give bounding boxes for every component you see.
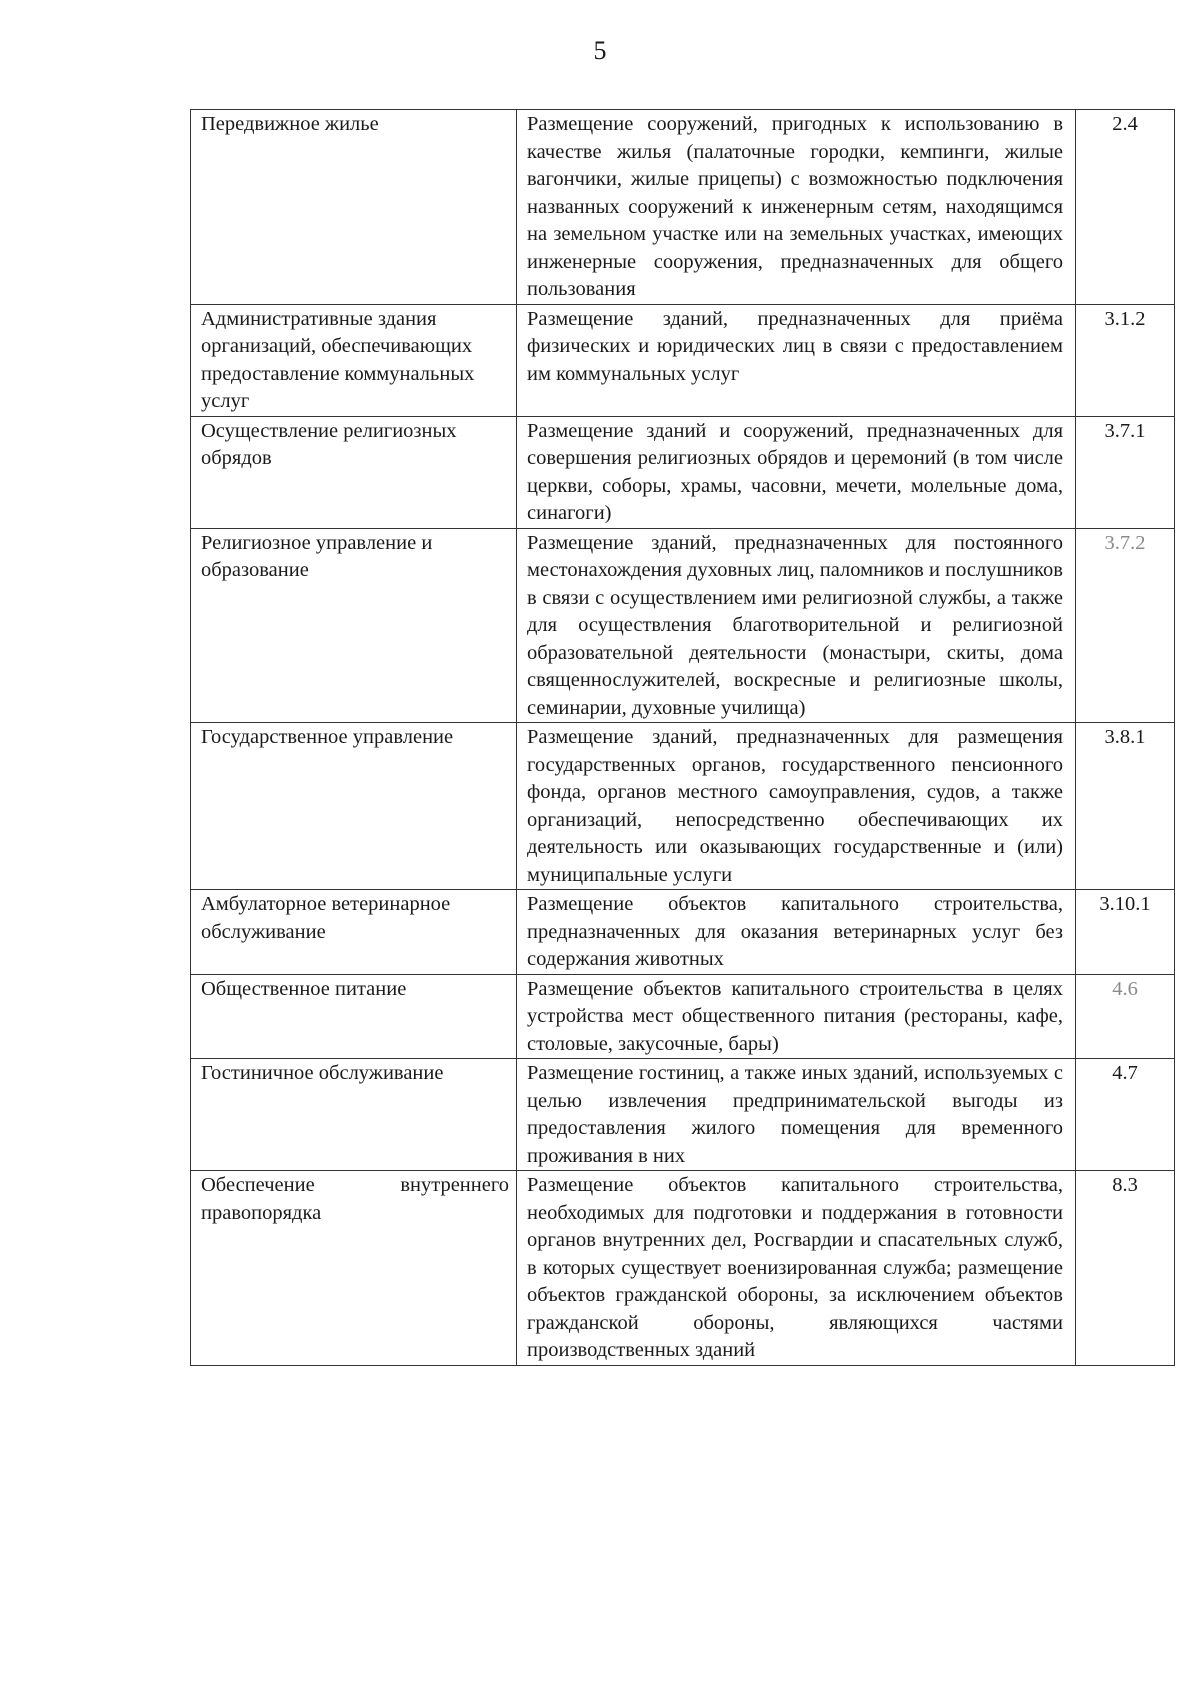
use-description: Размещение зданий, предназначенных для постоянного местонахождения духовных лиц, паломников и послушников в связи с осуществлением ими религиозной службы, а также для осуществления благотворительной и религиозной образовательной деятельности (монастыри, скиты, дома священнослужителей, воскресные и религиозные школы, семинарии, духовные училища): [527, 531, 1063, 719]
use-description: Размещение объектов капитального строительства, необходимых для подготовки и поддержания в готовности органов внутренних дел, Росгвардии и спасательных служб, в которых существует военизированная служба; размещение объектов гражданской обороны, за исключением объектов гражданской обороны, являющихся частями производственных зданий: [527, 1174, 1063, 1361]
use-code-cell: [1076, 528, 1175, 723]
use-name: Религиозное управление и образование: [201, 531, 433, 581]
use-description-cell: [517, 1059, 1076, 1171]
table-row: [191, 1059, 1175, 1171]
use-code: 3.7.1: [1104, 419, 1146, 442]
use-description-cell: [517, 110, 1076, 305]
use-description: Размещение сооружений, пригодных к использованию в качестве жилья (палаточные городки, кемпинги, жилые вагончики, жилые прицепы) с возможностью подключения названных сооружений к инженерным сетям, находящимся на земельном участке или на земельных участках, имеющих инженерные сооружения, предназначенных для общего пользования: [527, 113, 1063, 300]
use-code: 2.4: [1112, 113, 1138, 135]
table-row: [191, 723, 1175, 890]
use-code: 4.6: [1112, 977, 1138, 1000]
use-code: 3.1.2: [1104, 307, 1146, 330]
use-description: Размещение объектов капитального строительства, предназначенных для оказания ветеринарных услуг без содержания животных: [527, 893, 1063, 970]
land-use-table: [190, 109, 1175, 1366]
use-code-cell: [1076, 974, 1175, 1059]
table-row: [191, 110, 1175, 305]
use-code-cell: [1076, 890, 1175, 975]
use-code: 8.3: [1112, 1174, 1138, 1196]
use-name: Общественное питание: [201, 977, 407, 1000]
use-description-cell: [517, 416, 1076, 528]
use-code-cell: [1076, 304, 1175, 416]
table-row: [191, 890, 1175, 975]
use-code-cell: [1076, 723, 1175, 890]
use-code: 3.8.1: [1104, 726, 1146, 748]
table-row: [191, 974, 1175, 1059]
use-description-cell: [517, 304, 1076, 416]
use-name-cell: [191, 1171, 517, 1366]
use-description: Размещение объектов капитального строительства в целях устройства мест общественного питания (рестораны, кафе, столовые, закусочные, бары): [527, 977, 1063, 1055]
use-name-cell: [191, 416, 517, 528]
use-code: 3.7.2: [1104, 531, 1146, 554]
use-description: Размещение зданий и сооружений, предназначенных для совершения религиозных обрядов и церемоний (в том числе церкви, соборы, храмы, часовни, мечети, молельные дома, синагоги): [527, 419, 1063, 524]
use-code-cell: [1076, 110, 1175, 305]
use-name: Обеспечение внутреннего правопорядка: [201, 1174, 509, 1224]
use-code: 4.7: [1112, 1062, 1138, 1084]
use-description-cell: [517, 528, 1076, 723]
use-name: Государственное управление: [201, 726, 454, 748]
use-name-cell: [191, 890, 517, 975]
page-number: 5: [593, 36, 607, 65]
use-description-cell: [517, 974, 1076, 1059]
table-row: [191, 416, 1175, 528]
use-description-cell: [517, 890, 1076, 975]
table-row: [191, 528, 1175, 723]
use-description-cell: [517, 1171, 1076, 1366]
use-name: Гостиничное обслуживание: [201, 1062, 444, 1084]
use-name-cell: [191, 974, 517, 1059]
use-name-cell: [191, 1059, 517, 1171]
use-description: Размещение зданий, предназначенных для размещения государственных органов, государственного пенсионного фонда, органов местного самоуправления, судов, а также организаций, непосредственно обеспечивающих их деятельность или оказывающих государственные и (или) муниципальные услуги: [527, 726, 1063, 886]
table-row: [191, 304, 1175, 416]
use-code: 3.10.1: [1099, 893, 1151, 915]
use-code-cell: [1076, 416, 1175, 528]
use-description-cell: [517, 723, 1076, 890]
use-name-cell: [191, 304, 517, 416]
use-name: Осуществление религиозных обрядов: [201, 419, 457, 469]
use-name-cell: [191, 723, 517, 890]
use-name-cell: [191, 110, 517, 305]
use-description: Размещение гостиниц, а также иных зданий, используемых с целью извлечения предпринимательской выгоды из предоставления жилого помещения для временного проживания в них: [527, 1062, 1063, 1167]
use-code-cell: [1076, 1059, 1175, 1171]
use-description: Размещение зданий, предназначенных для приёма физических и юридических лиц в связи с предоставлением им коммунальных услуг: [527, 307, 1063, 385]
use-name-cell: [191, 528, 517, 723]
table-row: [191, 1171, 1175, 1366]
use-name: Административные здания организаций, обеспечивающих предоставление коммунальных услуг: [201, 307, 475, 412]
use-name: Передвижное жилье: [201, 113, 379, 135]
use-code-cell: [1076, 1171, 1175, 1366]
use-name: Амбулаторное ветеринарное обслуживание: [201, 893, 451, 943]
